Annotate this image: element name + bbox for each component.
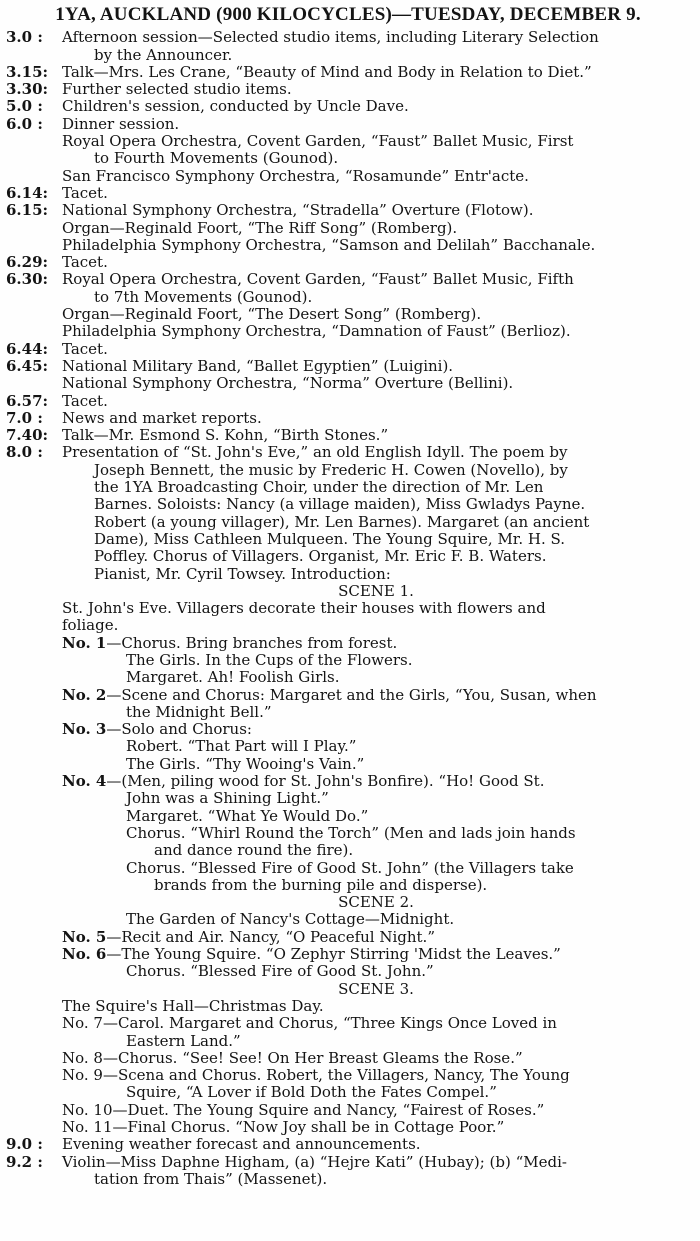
item-text: —Final Chorus. “Now Joy shall be in Cottage Poor.” xyxy=(112,1118,505,1136)
scene-intro-cont: foliage. xyxy=(62,616,119,635)
schedule-bottom xyxy=(6,1136,690,1188)
item-sub: The Girls. In the Cups of the Flowers. xyxy=(126,650,413,669)
schedule-entry xyxy=(6,116,690,185)
entry-text xyxy=(62,29,690,64)
entry-line: Tacet. xyxy=(62,391,108,410)
item-number: No. 4 xyxy=(62,772,107,791)
time-label: 6.30: xyxy=(6,270,49,289)
entry-text xyxy=(62,1154,690,1189)
schedule-entry xyxy=(6,98,690,115)
schedule-entry xyxy=(6,393,690,410)
scene-intro: The Squire's Hall—Christmas Day. xyxy=(62,996,324,1015)
schedule-top xyxy=(6,29,690,583)
entry-line: Children's session, conducted by Uncle Dave. xyxy=(62,97,409,116)
entry-line: tation from Thais” (Massenet). xyxy=(94,1169,328,1188)
item-number: No. 5 xyxy=(62,927,107,946)
time-label: 3.15: xyxy=(6,62,49,81)
entry-text xyxy=(62,185,690,202)
item-number: No. 8 xyxy=(62,1048,103,1067)
entry-line: Tacet. xyxy=(62,339,108,358)
time-label: 6.45: xyxy=(6,356,49,375)
item-cont: Eastern Land.” xyxy=(126,1031,241,1050)
item-text: —Carol. Margaret and Chorus, “Three Kings Once Loved in xyxy=(102,1014,557,1033)
schedule-entry xyxy=(6,358,690,393)
schedule-entry xyxy=(6,271,690,340)
entry-line: Dinner session. xyxy=(62,114,180,133)
item-cont: Squire, “A Lover if Bold Doth the Fates Compel.” xyxy=(126,1083,497,1102)
item-number: No. 11 xyxy=(62,1118,113,1136)
entry-line: Royal Opera Orchestra, Covent Garden, “Faust” Ballet Music, First xyxy=(62,132,574,151)
program-item xyxy=(62,687,690,704)
entry-text xyxy=(62,358,690,393)
item-text: —(Men, piling wood for St. John's Bonfire). “Ho! Good St. xyxy=(106,772,545,791)
program-item xyxy=(62,721,690,738)
entry-line: Talk—Mrs. Les Crane, “Beauty of Mind and Body in Relation to Diet.” xyxy=(62,62,592,81)
entry-line: Philadelphia Symphony Orchestra, “Samson and Delilah” Bacchanale. xyxy=(62,235,596,254)
schedule-entry xyxy=(6,64,690,81)
program-item xyxy=(62,1050,690,1067)
entry-text xyxy=(62,1136,690,1153)
time-label: 6.44: xyxy=(6,339,49,358)
entry-line: Pianist, Mr. Cyril Towsey. Introduction: xyxy=(94,564,391,583)
item-cont: the Midnight Bell.” xyxy=(126,702,272,721)
item-sub: Margaret. “What Ye Would Do.” xyxy=(126,806,369,825)
scene-1 xyxy=(6,583,690,894)
entry-text xyxy=(62,116,690,185)
program-item xyxy=(62,1015,690,1032)
entry-line: Dame), Miss Cathleen Mulqueen. The Young Squire, Mr. H. S. xyxy=(94,529,565,548)
time-label: 3.0 : xyxy=(6,28,43,47)
item-text: —Solo and Chorus: xyxy=(106,720,252,739)
program-item xyxy=(62,635,690,652)
scene-heading: SCENE 1. xyxy=(338,581,414,600)
entry-line: Philadelphia Symphony Orchestra, “Damnation of Faust” (Berlioz). xyxy=(62,322,571,341)
program-item xyxy=(62,1119,690,1136)
entry-text xyxy=(62,98,690,115)
page-title: 1YA, AUCKLAND (900 KILOCYCLES)—TUESDAY, DECEMBER 9. xyxy=(55,4,641,25)
item-number: No. 2 xyxy=(62,685,107,704)
time-label: 8.0 : xyxy=(6,443,43,462)
time-label: 6.0 : xyxy=(6,114,43,133)
item-text: —Chorus. Bring branches from forest. xyxy=(106,633,398,652)
time-label: 6.57: xyxy=(6,391,49,410)
entry-line: Tacet. xyxy=(62,183,108,202)
schedule-entry xyxy=(6,410,690,427)
item-sub: The Girls. “Thy Wooing's Vain.” xyxy=(126,754,365,773)
time-label: 9.2 : xyxy=(6,1152,43,1171)
item-sub: Margaret. Ah! Foolish Girls. xyxy=(126,668,340,687)
item-text: —Duet. The Young Squire and Nancy, “Fairest of Roses.” xyxy=(112,1100,545,1119)
entry-line: Talk—Mr. Esmond S. Kohn, “Birth Stones.” xyxy=(62,426,389,445)
item-sub: Robert. “That Part will I Play.” xyxy=(126,737,357,756)
item-cont: John was a Shining Light.” xyxy=(126,789,329,808)
entry-line: to 7th Movements (Gounod). xyxy=(94,287,313,306)
entry-text xyxy=(62,444,690,582)
program-item xyxy=(62,1102,690,1119)
time-label: 7.0 : xyxy=(6,408,43,427)
item-number: No. 3 xyxy=(62,720,107,739)
time-label: 6.15: xyxy=(6,201,49,220)
schedule-entry xyxy=(6,444,690,582)
time-label: 6.29: xyxy=(6,253,49,272)
entry-line: Organ—Reginald Foort, “The Riff Song” (Romberg). xyxy=(62,218,458,237)
schedule-entry xyxy=(6,185,690,202)
program-item xyxy=(62,929,690,946)
entry-text xyxy=(62,202,690,254)
entry-text xyxy=(62,393,690,410)
item-text: —Chorus. “See! See! On Her Breast Gleams the Rose.” xyxy=(102,1048,523,1067)
entry-text xyxy=(62,254,690,271)
time-label: 3.30: xyxy=(6,80,49,99)
item-number: No. 6 xyxy=(62,945,107,964)
scene-heading: SCENE 2. xyxy=(338,893,414,912)
time-label: 6.14: xyxy=(6,183,49,202)
entry-line: Evening weather forecast and announcements. xyxy=(62,1135,421,1154)
chorus-cont: and dance round the fire). xyxy=(154,841,354,860)
entry-line: Robert (a young villager), Mr. Len Barnes). Margaret (an ancient xyxy=(94,512,590,531)
schedule-entry xyxy=(6,1154,690,1189)
item-text: —Scena and Chorus. Robert, the Villagers, Nancy, The Young xyxy=(102,1066,570,1085)
entry-line: Royal Opera Orchestra, Covent Garden, “Faust” Ballet Music, Fifth xyxy=(62,270,574,289)
item-number: No. 1 xyxy=(62,633,107,652)
entry-line: the 1YA Broadcasting Choir, under the direction of Mr. Len xyxy=(94,478,544,497)
entry-text xyxy=(62,64,690,81)
schedule-entry xyxy=(6,427,690,444)
schedule-entry xyxy=(6,341,690,358)
chorus-line: Chorus. “Blessed Fire of Good St. John” (the Villagers take xyxy=(126,858,574,877)
entry-line: Presentation of “St. John's Eve,” an old English Idyll. The poem by xyxy=(62,443,568,462)
chorus-line: Chorus. “Whirl Round the Torch” (Men and lads join hands xyxy=(126,823,576,842)
schedule-entry xyxy=(6,81,690,98)
scene-3 xyxy=(6,981,690,1137)
entry-line: Organ—Reginald Foort, “The Desert Song” (Romberg). xyxy=(62,305,482,324)
entry-line: Further selected studio items. xyxy=(62,80,292,99)
item-text: —The Young Squire. “O Zephyr Stirring 'Midst the Leaves.” xyxy=(106,945,561,964)
chorus-line: Chorus. “Blessed Fire of Good St. John.” xyxy=(126,962,434,981)
scene-intro: St. John's Eve. Villagers decorate their houses with flowers and xyxy=(62,599,546,618)
entry-text xyxy=(62,341,690,358)
program-item xyxy=(62,773,690,790)
entry-line: National Symphony Orchestra, “Norma” Overture (Bellini). xyxy=(62,374,514,393)
entry-text xyxy=(62,410,690,427)
scene-intro: The Garden of Nancy's Cottage—Midnight. xyxy=(126,910,455,929)
entry-text xyxy=(62,271,690,340)
entry-line: Barnes. Soloists: Nancy (a village maiden), Miss Gwladys Payne. xyxy=(94,495,586,514)
entry-line: to Fourth Movements (Gounod). xyxy=(94,149,339,168)
entry-text xyxy=(62,81,690,98)
entry-text xyxy=(62,427,690,444)
item-text: —Scene and Chorus: Margaret and the Girls, “You, Susan, when xyxy=(106,685,597,704)
entry-line: National Military Band, “Ballet Egyptien” (Luigini). xyxy=(62,356,454,375)
program-item xyxy=(62,1067,690,1084)
item-number: No. 9 xyxy=(62,1066,103,1085)
schedule-entry xyxy=(6,202,690,254)
entry-line: Joseph Bennett, the music by Frederic H. Cowen (Novello), by xyxy=(94,460,568,479)
entry-line: Tacet. xyxy=(62,253,108,272)
schedule-entry xyxy=(6,1136,690,1153)
entry-line: News and market reports. xyxy=(62,408,262,427)
entry-line: National Symphony Orchestra, “Stradella” Overture (Flotow). xyxy=(62,201,534,220)
entry-line: Afternoon session—Selected studio items, including Literary Selection xyxy=(62,28,599,47)
entry-line: Violin—Miss Daphne Higham, (a) “Hejre Kati” (Hubay); (b) “Medi- xyxy=(62,1152,568,1171)
schedule-entry xyxy=(6,29,690,64)
item-number: No. 7 xyxy=(62,1014,103,1033)
schedule-entry xyxy=(6,254,690,271)
scene-heading: SCENE 3. xyxy=(338,979,414,998)
item-number: No. 10 xyxy=(62,1100,113,1119)
entry-line: by the Announcer. xyxy=(94,45,233,64)
item-text: —Recit and Air. Nancy, “O Peaceful Night.” xyxy=(106,927,435,946)
time-label: 9.0 : xyxy=(6,1135,43,1154)
program-item xyxy=(62,946,690,963)
time-label: 5.0 : xyxy=(6,97,43,116)
entry-line: Poffley. Chorus of Villagers. Organist, Mr. Eric F. B. Waters. xyxy=(94,547,547,566)
entry-line: San Francisco Symphony Orchestra, “Rosamunde” Entr'acte. xyxy=(62,166,529,185)
scene-2 xyxy=(6,894,690,980)
chorus-cont: brands from the burning pile and disperse). xyxy=(154,875,488,894)
time-label: 7.40: xyxy=(6,426,49,445)
